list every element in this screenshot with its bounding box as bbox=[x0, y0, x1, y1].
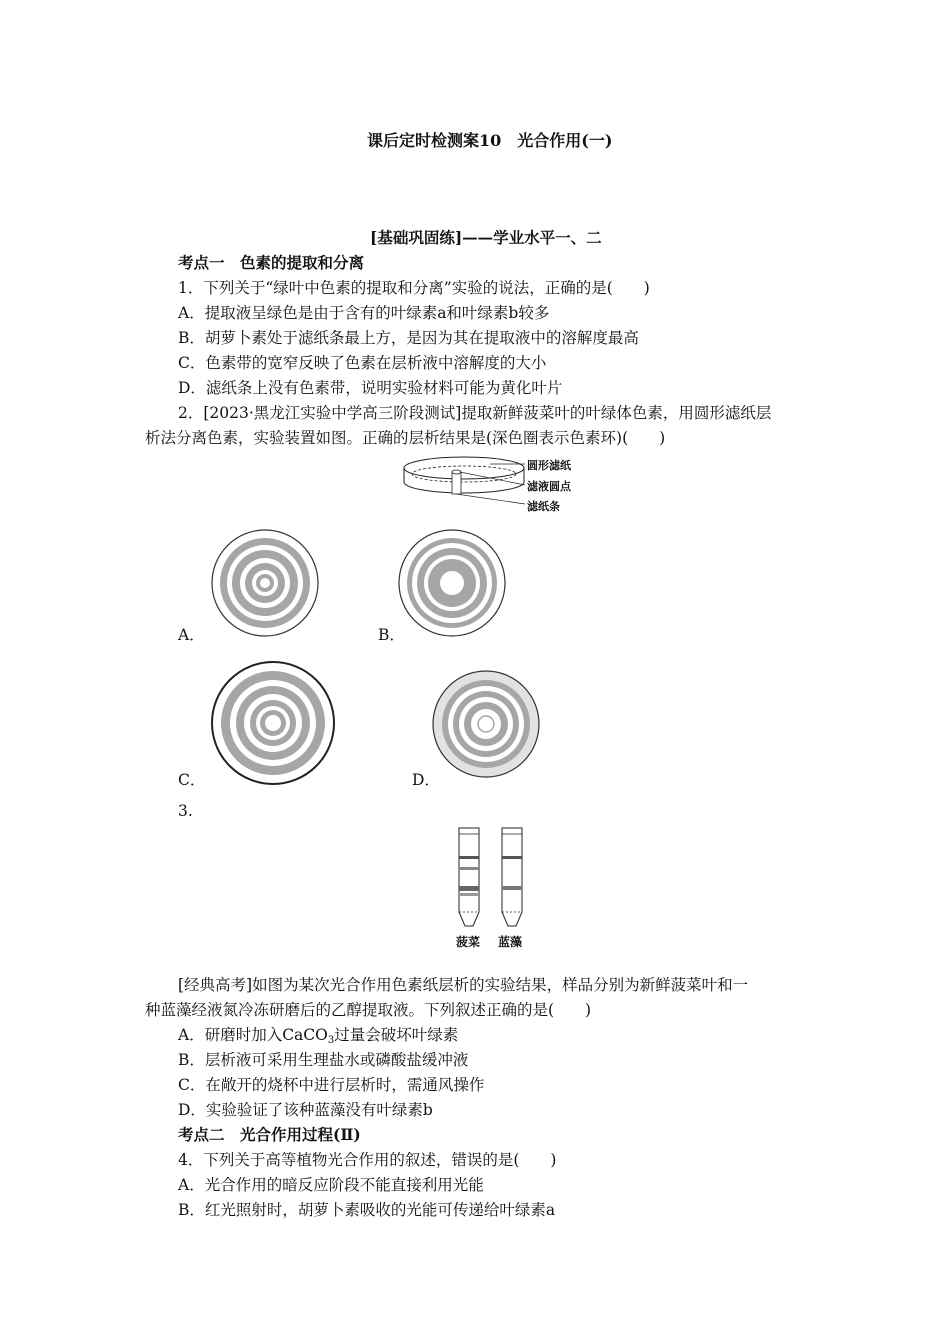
label-filtrate-dot: 滤液圆点 bbox=[527, 480, 571, 493]
q2-stem-line1: 2．[2023·黑龙江实验中学高三阶段测试]提取新鲜菠菜叶的叶绿体色素，用圆形滤纸层 bbox=[178, 404, 772, 422]
label-filter-strip: 滤纸条 bbox=[527, 500, 560, 513]
q3-option-a-rest: 过量会破坏叶绿素 bbox=[334, 1026, 459, 1044]
q3-number: 3. bbox=[178, 802, 193, 820]
option-b-label: B． bbox=[378, 626, 405, 644]
topic-heading-2: 考点二 光合作用过程(Ⅱ) bbox=[178, 1125, 361, 1144]
q1-option-b: B．胡萝卜素处于滤纸条最上方，是因为其在提取液中的溶解度最高 bbox=[178, 329, 639, 347]
q3-option-c: C．在敞开的烧杯中进行层析时，需通风操作 bbox=[178, 1076, 485, 1094]
q3-option-a-text: A．研磨时加入CaCO bbox=[178, 1026, 328, 1044]
option-d-chromatogram bbox=[432, 670, 540, 778]
option-a-label: A． bbox=[178, 626, 205, 644]
topic-heading-1: 考点一 色素的提取和分离 bbox=[178, 253, 365, 272]
q3-stem-line1: [经典高考]如图为某次光合作用色素纸层析的实验结果，样品分别为新鲜菠菜叶和一 bbox=[178, 976, 749, 994]
section-header: [基础巩固练]——学业水平一、二 bbox=[370, 228, 602, 247]
option-a-chromatogram bbox=[210, 528, 320, 638]
option-c-chromatogram bbox=[210, 660, 336, 786]
q4-option-a: A．光合作用的暗反应阶段不能直接利用光能 bbox=[178, 1176, 484, 1194]
q1-option-a: A．提取液呈绿色是由于含有的叶绿素a和叶绿素b较多 bbox=[178, 304, 550, 322]
q3-option-a-subscript: 3 bbox=[327, 1035, 335, 1046]
q1-stem: 1．下列关于“绿叶中色素的提取和分离”实验的说法，正确的是( ) bbox=[178, 279, 650, 297]
q3-option-a bbox=[178, 1025, 458, 1051]
strip-label-spinach: 菠菜 bbox=[456, 935, 481, 949]
q3-option-d: D．实验验证了该种蓝藻没有叶绿素b bbox=[178, 1101, 433, 1119]
option-c-label: C． bbox=[178, 771, 206, 789]
option-d-label: D． bbox=[412, 771, 440, 789]
q4-stem: 4．下列关于高等植物光合作用的叙述，错误的是( ) bbox=[178, 1151, 557, 1169]
q2-stem-line2: 析法分离色素，实验装置如图。正确的层析结果是(深色圈表示色素环)( ) bbox=[145, 429, 666, 447]
label-round-filter-paper: 圆形滤纸 bbox=[527, 459, 571, 472]
page-title: 课后定时检测案10 光合作用(一) bbox=[367, 131, 613, 150]
q4-option-b: B．红光照射时，胡萝卜素吸收的光能可传递给叶绿素a bbox=[178, 1201, 556, 1219]
q3-option-b: B．层析液可采用生理盐水或磷酸盐缓冲液 bbox=[178, 1051, 469, 1069]
strip-label-cyanobacteria: 蓝藻 bbox=[498, 935, 523, 949]
option-b-chromatogram bbox=[397, 528, 507, 638]
paper-strip-chromatogram bbox=[452, 826, 532, 932]
q1-option-c: C．色素带的宽窄反映了色素在层析液中溶解度的大小 bbox=[178, 354, 547, 372]
q1-option-d: D．滤纸条上没有色素带，说明实验材料可能为黄化叶片 bbox=[178, 379, 563, 397]
q3-stem-line2: 种蓝藻经液氮冷冻研磨后的乙醇提取液。下列叙述正确的是( ) bbox=[145, 1001, 592, 1019]
